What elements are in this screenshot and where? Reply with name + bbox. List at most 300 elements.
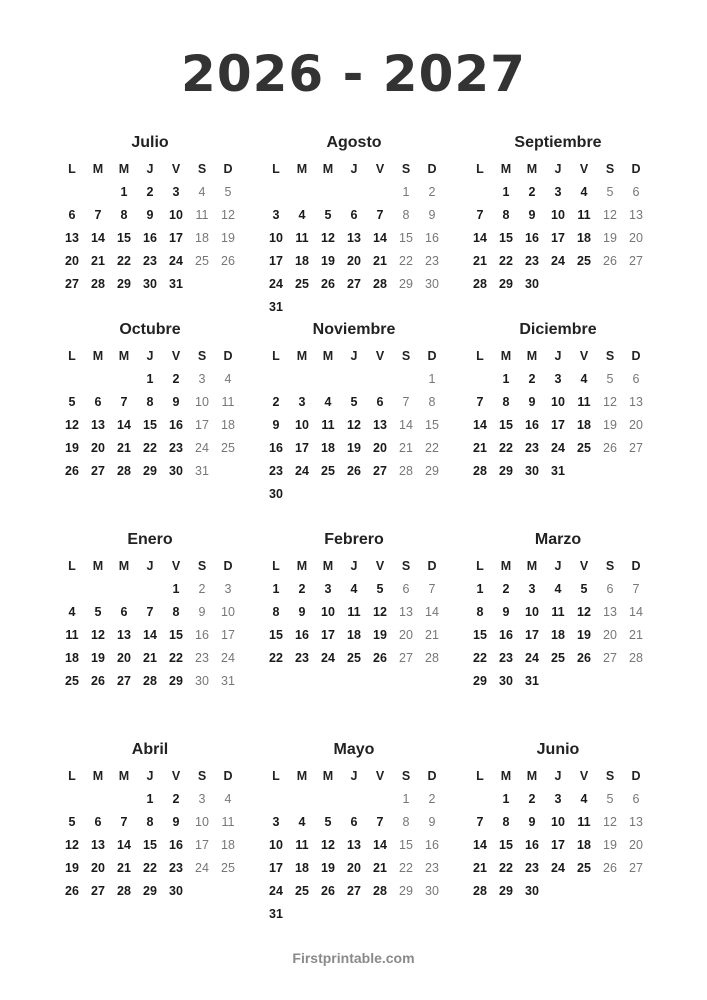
weekday-header: S [401,559,411,573]
day-cell: 17 [269,254,283,268]
day-cell: 27 [347,884,361,898]
month-name: Enero [127,531,173,548]
day-cell: 18 [577,418,591,432]
day-cell: 11 [347,605,361,619]
month-noviembre [263,319,445,506]
weekday-header: D [223,349,233,363]
day-grid [59,765,241,903]
day-cell: 10 [169,208,183,222]
day-cell: 7 [376,815,384,829]
empty-cell [263,368,289,391]
day-cell: 15 [399,838,413,852]
weekday-header: M [526,769,538,783]
day-cell: 2 [298,582,306,596]
day-cell: 25 [577,441,591,455]
weekday-header: L [272,162,280,176]
day-cell: 11 [577,208,591,222]
day-cell: 16 [525,418,539,432]
weekday-header: M [500,559,512,573]
weekday-header: J [554,162,562,176]
day-cell: 19 [603,231,617,245]
day-grid [263,765,445,926]
day-cell: 25 [295,277,309,291]
day-cell: 8 [272,605,280,619]
day-grid [59,345,241,483]
day-cell: 2 [428,185,436,199]
day-cell: 27 [629,441,643,455]
day-cell: 25 [195,254,209,268]
day-cell: 11 [221,395,235,409]
weekday-header: D [631,559,641,573]
day-cell: 21 [91,254,105,268]
weekday-header: M [118,559,130,573]
weekday-header: V [375,162,385,176]
weekday-header: M [322,349,334,363]
day-cell: 17 [169,231,183,245]
day-cell: 29 [399,884,413,898]
day-cell: 15 [269,628,283,642]
day-cell: 2 [502,582,510,596]
weekday-header: L [68,349,76,363]
day-cell: 6 [632,372,640,386]
day-cell: 14 [473,418,487,432]
day-cell: 12 [221,208,235,222]
empty-cell [467,181,493,204]
weekday-header: L [272,769,280,783]
day-cell: 27 [347,277,361,291]
weekday-header: M [526,162,538,176]
empty-cell [263,788,289,811]
day-cell: 13 [65,231,79,245]
day-cell: 13 [117,628,131,642]
weekday-header: M [322,162,334,176]
weekday-header: M [92,349,104,363]
day-cell: 9 [272,418,280,432]
weekday-header: D [427,769,437,783]
day-grid [467,765,649,903]
empty-cell [85,788,111,811]
day-cell: 6 [632,185,640,199]
day-cell: 23 [269,464,283,478]
weekday-header: V [579,559,589,573]
day-cell: 16 [269,441,283,455]
page-title: 2026 - 2027 [181,45,526,103]
day-cell: 15 [169,628,183,642]
day-cell: 2 [528,792,536,806]
day-cell: 30 [143,277,157,291]
weekday-header: M [296,162,308,176]
day-cell: 8 [428,395,436,409]
day-cell: 17 [525,628,539,642]
day-cell: 21 [117,861,131,875]
weekday-header: J [554,559,562,573]
day-cell: 30 [269,487,283,501]
day-cell: 24 [525,651,539,665]
day-cell: 16 [499,628,513,642]
day-grid [59,555,241,693]
day-cell: 30 [169,884,183,898]
weekday-header: V [579,769,589,783]
day-cell: 4 [198,185,206,199]
day-cell: 19 [221,231,235,245]
empty-cell [367,368,393,391]
day-cell: 12 [321,838,335,852]
day-cell: 1 [272,582,280,596]
day-cell: 13 [91,418,105,432]
weekday-header: M [92,559,104,573]
day-cell: 9 [528,395,536,409]
weekday-header: D [223,769,233,783]
empty-cell [59,788,85,811]
day-cell: 17 [221,628,235,642]
day-cell: 14 [399,418,413,432]
day-cell: 13 [91,838,105,852]
day-cell: 25 [577,861,591,875]
month-name: Agosto [326,134,382,151]
day-cell: 2 [146,185,154,199]
day-cell: 28 [473,884,487,898]
day-cell: 30 [525,277,539,291]
day-cell: 5 [68,815,76,829]
day-cell: 28 [373,884,387,898]
empty-cell [367,181,393,204]
day-cell: 22 [169,651,183,665]
day-cell: 22 [499,441,513,455]
day-cell: 23 [169,861,183,875]
footer-brand: Firstprintable.com [292,950,415,966]
day-cell: 17 [269,861,283,875]
day-cell: 30 [525,464,539,478]
day-cell: 24 [551,441,565,455]
day-cell: 4 [298,815,306,829]
empty-cell [85,181,111,204]
day-cell: 10 [195,815,209,829]
day-cell: 16 [425,231,439,245]
month-name: Septiembre [514,134,602,151]
day-cell: 14 [473,231,487,245]
day-cell: 13 [347,231,361,245]
day-cell: 12 [65,838,79,852]
weekday-header: L [68,162,76,176]
day-cell: 19 [321,861,335,875]
day-cell: 19 [347,441,361,455]
day-cell: 6 [350,208,358,222]
day-grid [59,158,241,296]
day-cell: 11 [221,815,235,829]
day-cell: 12 [321,231,335,245]
day-cell: 24 [221,651,235,665]
day-cell: 8 [402,815,410,829]
day-cell: 4 [580,185,588,199]
month-name: Febrero [324,531,384,548]
day-cell: 2 [198,582,206,596]
weekday-header: M [500,162,512,176]
day-cell: 6 [606,582,614,596]
empty-cell [341,181,367,204]
day-cell: 20 [117,651,131,665]
day-cell: 23 [425,254,439,268]
day-cell: 26 [321,277,335,291]
day-cell: 9 [528,815,536,829]
day-cell: 20 [65,254,79,268]
day-cell: 26 [221,254,235,268]
day-cell: 30 [425,884,439,898]
day-cell: 27 [117,674,131,688]
day-cell: 15 [499,838,513,852]
day-cell: 1 [428,372,436,386]
day-cell: 4 [580,792,588,806]
day-cell: 7 [94,208,102,222]
day-cell: 3 [198,372,206,386]
day-cell: 12 [603,395,617,409]
day-cell: 3 [272,208,280,222]
day-cell: 31 [169,277,183,291]
day-cell: 26 [347,464,361,478]
day-cell: 23 [499,651,513,665]
day-cell: 3 [198,792,206,806]
day-cell: 4 [224,792,232,806]
day-cell: 9 [172,395,180,409]
day-cell: 6 [402,582,410,596]
day-cell: 18 [221,838,235,852]
day-cell: 11 [295,838,309,852]
day-cell: 26 [603,441,617,455]
day-cell: 20 [347,861,361,875]
empty-cell [467,788,493,811]
day-cell: 10 [221,605,235,619]
day-cell: 8 [502,395,510,409]
day-cell: 4 [68,605,76,619]
weekday-header: M [118,162,130,176]
weekday-header: M [296,769,308,783]
day-cell: 26 [577,651,591,665]
day-cell: 19 [373,628,387,642]
month-abril [59,739,241,903]
weekday-header: D [223,162,233,176]
day-cell: 11 [195,208,209,222]
weekday-header: J [350,162,358,176]
day-cell: 21 [629,628,643,642]
month-diciembre [467,319,649,483]
weekday-header: S [401,162,411,176]
weekday-header: M [322,559,334,573]
empty-cell [111,788,137,811]
day-cell: 22 [399,254,413,268]
day-cell: 5 [224,185,232,199]
day-cell: 1 [172,582,180,596]
day-cell: 21 [399,441,413,455]
weekday-header: M [296,349,308,363]
day-cell: 31 [551,464,565,478]
weekday-header: L [476,559,484,573]
empty-cell [315,181,341,204]
day-cell: 3 [554,185,562,199]
day-cell: 11 [321,418,335,432]
day-cell: 7 [146,605,154,619]
weekday-header: M [500,769,512,783]
weekday-header: J [146,349,154,363]
day-cell: 10 [269,231,283,245]
day-cell: 11 [577,395,591,409]
day-cell: 8 [502,208,510,222]
day-cell: 14 [143,628,157,642]
weekday-header: V [171,769,181,783]
empty-cell [85,368,111,391]
day-cell: 5 [580,582,588,596]
weekday-header: S [197,769,207,783]
day-cell: 18 [321,441,335,455]
day-cell: 23 [143,254,157,268]
day-cell: 29 [143,464,157,478]
day-cell: 4 [224,372,232,386]
weekday-header: J [554,769,562,783]
day-cell: 11 [577,815,591,829]
day-cell: 6 [376,395,384,409]
day-cell: 7 [376,208,384,222]
day-cell: 23 [525,861,539,875]
day-cell: 14 [425,605,439,619]
weekday-header: S [197,559,207,573]
day-cell: 15 [473,628,487,642]
day-cell: 7 [402,395,410,409]
day-cell: 29 [473,674,487,688]
day-cell: 11 [295,231,309,245]
day-cell: 30 [169,464,183,478]
empty-cell [59,578,85,601]
day-cell: 3 [554,372,562,386]
day-cell: 26 [65,884,79,898]
day-cell: 26 [373,651,387,665]
weekday-header: D [631,769,641,783]
weekday-header: J [350,769,358,783]
day-cell: 10 [195,395,209,409]
day-cell: 9 [146,208,154,222]
day-cell: 5 [94,605,102,619]
day-cell: 3 [272,815,280,829]
empty-cell [367,788,393,811]
day-cell: 4 [298,208,306,222]
day-cell: 8 [146,815,154,829]
day-cell: 9 [502,605,510,619]
weekday-header: D [427,162,437,176]
day-cell: 9 [428,815,436,829]
day-cell: 27 [65,277,79,291]
day-cell: 26 [321,884,335,898]
day-cell: 20 [629,231,643,245]
day-cell: 8 [502,815,510,829]
day-cell: 10 [321,605,335,619]
weekday-header: S [605,349,615,363]
month-name: Junio [536,741,580,758]
day-cell: 31 [269,300,283,314]
day-cell: 20 [629,838,643,852]
day-cell: 28 [425,651,439,665]
day-cell: 11 [65,628,79,642]
weekday-header: J [146,559,154,573]
day-cell: 22 [499,254,513,268]
day-cell: 1 [476,582,484,596]
weekday-header: M [92,769,104,783]
day-cell: 13 [629,395,643,409]
weekday-header: L [476,349,484,363]
month-name: Marzo [534,531,582,548]
day-cell: 22 [473,651,487,665]
day-cell: 21 [473,861,487,875]
day-cell: 24 [195,861,209,875]
day-cell: 22 [269,651,283,665]
weekday-header: V [171,349,181,363]
month-enero [59,529,241,693]
day-cell: 20 [399,628,413,642]
day-cell: 3 [324,582,332,596]
day-cell: 29 [499,277,513,291]
day-cell: 20 [91,441,105,455]
day-cell: 18 [347,628,361,642]
day-cell: 10 [551,395,565,409]
weekday-header: D [631,162,641,176]
day-cell: 16 [525,838,539,852]
day-cell: 12 [347,418,361,432]
day-cell: 20 [347,254,361,268]
day-cell: 27 [629,861,643,875]
day-cell: 28 [143,674,157,688]
weekday-header: L [476,162,484,176]
day-cell: 25 [65,674,79,688]
day-cell: 1 [146,372,154,386]
day-cell: 5 [606,185,614,199]
day-cell: 5 [606,372,614,386]
day-grid [263,158,445,319]
weekday-header: S [605,162,615,176]
month-name: Mayo [333,741,375,758]
day-cell: 23 [295,651,309,665]
day-cell: 24 [195,441,209,455]
weekday-header: L [68,769,76,783]
day-cell: 13 [629,815,643,829]
day-cell: 20 [91,861,105,875]
day-cell: 9 [198,605,206,619]
day-cell: 5 [324,208,332,222]
day-cell: 18 [577,231,591,245]
empty-cell [467,368,493,391]
day-cell: 17 [195,838,209,852]
weekday-header: S [197,162,207,176]
day-cell: 25 [577,254,591,268]
day-cell: 14 [629,605,643,619]
day-cell: 2 [172,792,180,806]
weekday-header: J [146,162,154,176]
day-cell: 19 [577,628,591,642]
weekday-header: V [579,162,589,176]
day-cell: 8 [146,395,154,409]
day-cell: 3 [554,792,562,806]
day-cell: 23 [525,254,539,268]
weekday-header: V [171,162,181,176]
day-cell: 18 [295,254,309,268]
day-cell: 7 [428,582,436,596]
day-cell: 16 [195,628,209,642]
month-agosto [263,132,445,319]
weekday-header: S [197,349,207,363]
day-cell: 30 [425,277,439,291]
empty-cell [289,181,315,204]
day-cell: 12 [373,605,387,619]
weekday-header: L [272,559,280,573]
day-cell: 17 [195,418,209,432]
day-grid [467,345,649,483]
day-cell: 18 [221,418,235,432]
day-cell: 8 [402,208,410,222]
